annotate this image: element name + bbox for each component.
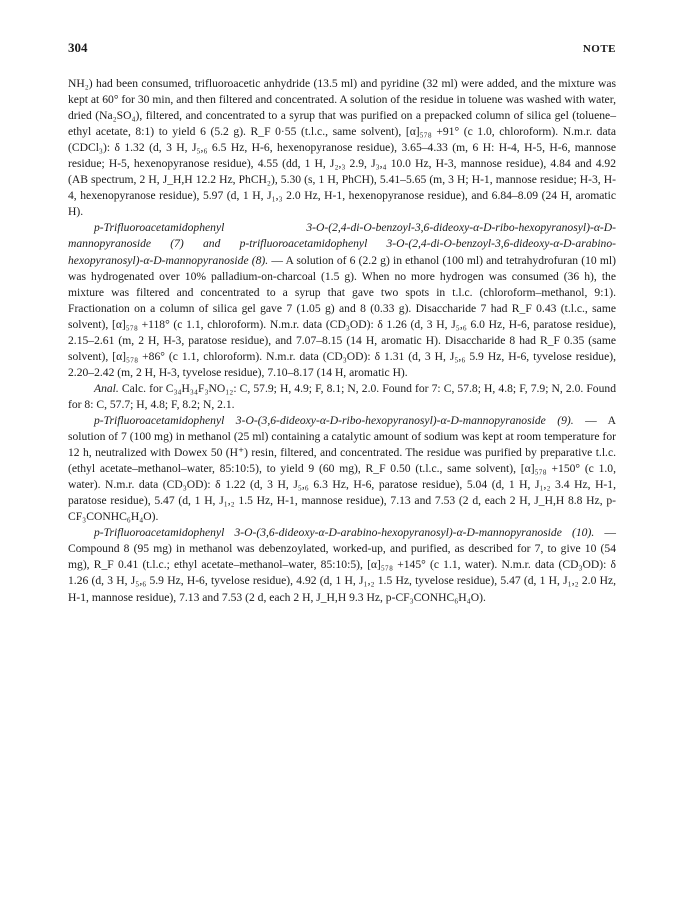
paragraph-text: Calc. for C₃₄H₃₄F₃NO₁₂: C, 57.9; H, 4.9; F, 8.1; N, 2.0. Found for 7: C, 57.8; H, 4.8; F, 7.9; N, 2.0. Found for 8: C, 57.7; H, 4.8; F, 8.2; N, 2.1. <box>68 381 616 411</box>
paragraph-text: — A solution of 7 (100 mg) in methanol (25 ml) containing a catalytic amount of sodium was kept at room temperature for 12 h, neutralized with Dowex 50 (H⁺) resin, filtered, and concentrated. The residue was purified by preparative t.l.c. (ethyl acetate–methanol–water, 85:10:5), to yield 9 (60 mg), R_F 0.50 (t.l.c., same solvent), [α]₅₇₈ +150° (c 1.0, water). N.m.r. data (CD₃OD): δ 1.22 (d, 3 H, J₅,₆ 6.3 Hz, H-6, paratose residue), 5.04 (d, 1 H, J₁,₂ 3.4 Hz, H-1, paratose residue), 5.47 (d, 1 H, J₁,₂ 1.5 Hz, H-1, mannose residue), 7.13 and 7.53 (2 d, each 2 H, J_H,H 8.8 Hz, p-CF₃CONHC₆H₄O). <box>68 413 616 524</box>
paragraph-text: — A solution of 6 (2.2 g) in ethanol (100 ml) and tetrahydrofuran (10 ml) was hydrogenated over 10% palladium-on-charcoal (1.5 g). When no more hydrogen was consumed (36 h), the mixture was filtered and concentrated to a syrup that gave two spots in t.l.c. (chloroform–methanol, 9:1). Fractionation on a column of silica gel gave 7 (1.05 g) and 8 (0.33 g). Disaccharide 7 had R_F 0.43 (t.l.c., same solvent), [α]₅₇₈ +118° (c 1.1, chloroform). N.m.r. data (CD₃OD): δ 1.26 (d, 3 H, J₅,₆ 6.0 Hz, H-6, paratose residue), 2.15–2.61 (m, 2 H, H-3, paratose residue), and 7.07–8.15 (14 H, aromatic H). Disaccharide 8 had R_F 0.35 (same solvent), [α]₅₇₈ +86° (c 1.1, chloroform). N.m.r. data (CD₃OD): δ 1.31 (d, 3 H, J₅,₆ 5.9 Hz, H-6, tyvelose residue), 2.20–2.42 (m, 2 H, H-3, tyvelose residue), 7.10–8.17 (14 H, aromatic H). <box>68 253 616 379</box>
page-number: 304 <box>68 40 88 55</box>
page-header <box>68 40 616 56</box>
paragraph-text: — Compound 8 (95 mg) in methanol was debenzoylated, worked-up, and purified, as described for 7, to give 10 (54 mg), R_F 0.41 (t.l.c.; ethyl acetate–methanol–water, 85:10:5), [α]₅₇₈ +145° (c 1.1, water). N.m.r. data (CD₃OD): δ 1.26 (d, 3 H, J₅,₆ 5.9 Hz, H-6, tyvelose residue), 4.92 (d, 1 H, J₁,₂ 1.5 Hz, tyvelose residue), 5.47 (d, 1 H, J₁,₂ 2.0 Hz, H-1, mannose residue), 7.13 and 7.53 (2 d, each 2 H, J_H,H 9.3 Hz, p-CF₃CONHC₆H₄O). <box>68 526 616 604</box>
journal-page <box>68 40 616 606</box>
paragraph-experimental-6 <box>68 76 616 220</box>
compound-heading: p-Trifluoroacetamidophenyl 3-O-(3,6-dideoxy-α-D-arabino-hexopyranosyl)-α-D-mannopyranoside (10). <box>94 526 595 540</box>
paragraph-analysis <box>68 381 616 413</box>
paragraph-compounds-7-8 <box>68 220 616 380</box>
paragraph-compound-10 <box>68 525 616 605</box>
section-label: NOTE <box>582 43 616 55</box>
analysis-heading: Anal. <box>94 381 119 395</box>
compound-heading: p-Trifluoroacetamidophenyl 3-O-(2,4-di-O-benzoyl-3,6-dideoxy-α-D-ribo-hexopyranosyl)-α-D-mannopyranoside (7) and p-trifluoroacetamidophenyl 3-O-(2,4-di-O-benzoyl-3,6-dideoxy-α-D-arabino-hexopyranosyl)-α-D-mannopyranoside (8). <box>68 221 616 267</box>
compound-heading: p-Trifluoroacetamidophenyl 3-O-(3,6-dideoxy-α-D-ribo-hexopyranosyl)-α-D-mannopyranoside (9). <box>94 413 574 427</box>
paragraph-text: NH₂) had been consumed, trifluoroacetic anhydride (13.5 ml) and pyridine (32 ml) were added, and the mixture was kept at 60° for 30 min, and then filtered and concentrated. A solution of the residue in toluene was washed with water, dried (Na₂SO₄), filtered, and concentrated to a syrup that was purified on a prepacked column of silica gel (toluene–ethyl acetate, 8:1) to yield 6 (5.2 g). R_F 0·55 (t.l.c., same solvent), [α]₅₇₈ +91° (c 1.0, chloroform). N.m.r. data (CDCl₃): δ 1.32 (d, 3 H, J₅,₆ 6.5 Hz, H-6, hexenopyranose residue), 3.65–4.33 (m, 6 H: H-4, H-5, H-6, mannose residue; H-5, hexenopyranose residue), 4.55 (dd, 1 H, J₂,₃ 2.9, J₃,₄ 10.0 Hz, H-3, mannose residue), 4.84 and 4.92 (AB spectrum, 2 H, J_H,H 12.2 Hz, PhCH₂), 5.30 (s, 1 H, PhCH), 5.41–5.65 (m, 3 H; H-1, mannose residue; H-3, H-4, hexenopyranose residue), 5.97 (d, 1 H, J₁,₃ 2.0 Hz, H-1, hexenopyranose residue), and 6.84–8.09 (24 H, aromatic H). <box>68 77 616 219</box>
paragraph-compound-9 <box>68 413 616 525</box>
